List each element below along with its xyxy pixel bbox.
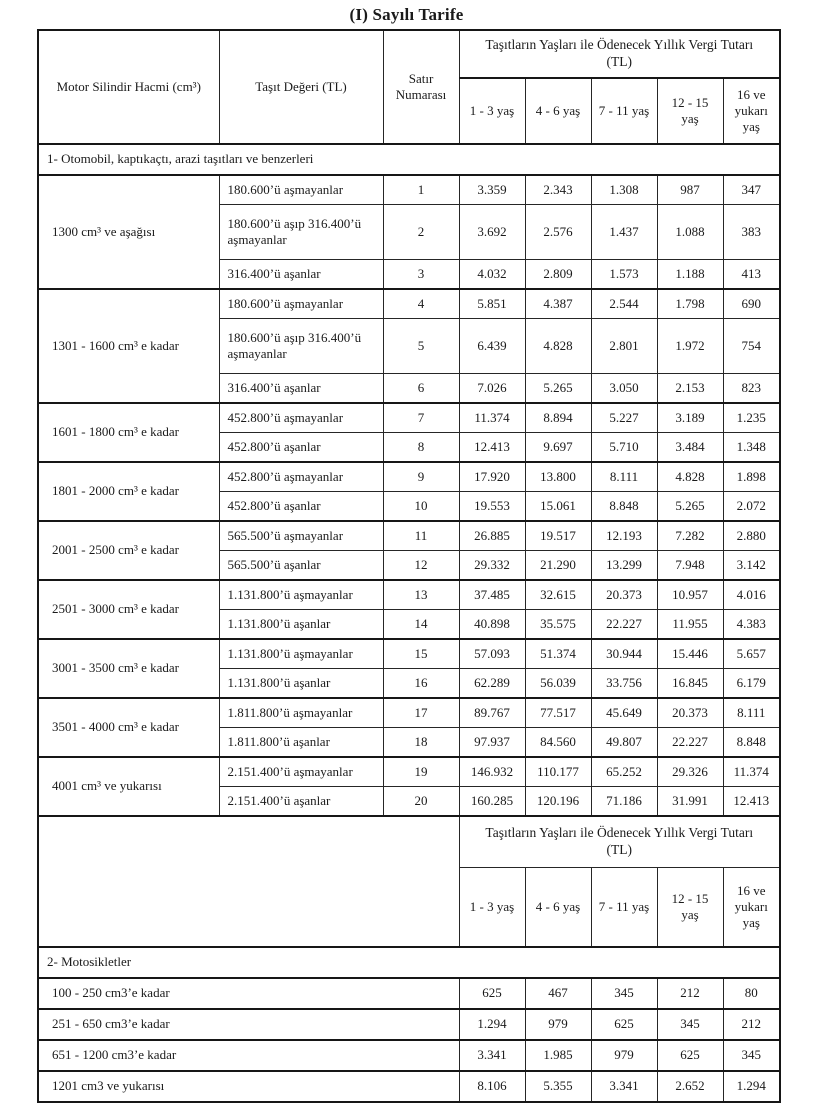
tax-cell: 89.767	[459, 698, 525, 728]
tax-span-header: Taşıtların Yaşları ile Ödenecek Yıllık Vergi Tutarı (TL)	[459, 30, 780, 78]
age-column-header-16plus: 16 ve yukarı yaş	[723, 78, 780, 144]
tax-cell: 2.153	[657, 374, 723, 404]
tax-cell: 15.061	[525, 492, 591, 522]
value-band-cell: 452.800’ü aşmayanlar	[219, 462, 383, 492]
tax-cell: 71.186	[591, 787, 657, 817]
tax-cell: 13.800	[525, 462, 591, 492]
tax-cell: 8.894	[525, 403, 591, 433]
age-column-header-12-15: 12 - 15 yaş	[657, 78, 723, 144]
age-column-header-12-15: 12 - 15 yaş	[657, 868, 723, 948]
tax-cell: 347	[723, 175, 780, 205]
tax-cell: 32.615	[525, 580, 591, 610]
tax-cell: 5.657	[723, 639, 780, 669]
age-column-header-7-11: 7 - 11 yaş	[591, 868, 657, 948]
tax-cell: 30.944	[591, 639, 657, 669]
tax-cell: 56.039	[525, 669, 591, 699]
tax-cell: 1.898	[723, 462, 780, 492]
tax-cell: 6.179	[723, 669, 780, 699]
tax-cell: 17.920	[459, 462, 525, 492]
value-band-cell: 180.600’ü aşmayanlar	[219, 289, 383, 319]
tax-cell: 625	[591, 1009, 657, 1040]
value-band-cell: 1.131.800’ü aşmayanlar	[219, 639, 383, 669]
tax-cell: 5.851	[459, 289, 525, 319]
value-band-cell: 1.811.800’ü aşanlar	[219, 728, 383, 758]
row-number-column-header: Satır Numarası	[383, 30, 459, 144]
tax-cell: 9.697	[525, 433, 591, 463]
tax-cell: 987	[657, 175, 723, 205]
tax-cell: 1.573	[591, 260, 657, 290]
tax-cell: 823	[723, 374, 780, 404]
value-band-cell: 1.131.800’ü aşanlar	[219, 610, 383, 640]
tax-cell: 11.955	[657, 610, 723, 640]
header-row-top	[38, 30, 780, 78]
tax-cell: 8.848	[723, 728, 780, 758]
engine-column-header: Motor Silindir Hacmi (cm³)	[38, 30, 219, 144]
tax-cell: 1.437	[591, 205, 657, 260]
tax-cell: 15.446	[657, 639, 723, 669]
table-row	[38, 403, 780, 433]
tax-cell: 3.341	[591, 1071, 657, 1102]
tax-cell: 5.355	[525, 1071, 591, 1102]
tax-cell: 2.072	[723, 492, 780, 522]
tax-cell: 979	[525, 1009, 591, 1040]
age-column-header-7-11: 7 - 11 yaş	[591, 78, 657, 144]
moto-engine-cell: 100 - 250 cm3’e kadar	[38, 978, 459, 1009]
tax-cell: 12.413	[459, 433, 525, 463]
value-band-cell: 1.811.800’ü aşmayanlar	[219, 698, 383, 728]
row-number-cell: 1	[383, 175, 459, 205]
row-number-cell: 8	[383, 433, 459, 463]
engine-group-cell: 1300 cm³ ve aşağısı	[38, 175, 219, 289]
tax-cell: 1.088	[657, 205, 723, 260]
age-column-header-4-6: 4 - 6 yaş	[525, 78, 591, 144]
tax-cell: 4.387	[525, 289, 591, 319]
tax-cell: 1.348	[723, 433, 780, 463]
age-column-header-16plus: 16 ve yukarı yaş	[723, 868, 780, 948]
tax-cell: 3.341	[459, 1040, 525, 1071]
tax-cell: 345	[657, 1009, 723, 1040]
age-column-header-1-3: 1 - 3 yaş	[459, 868, 525, 948]
tax-cell: 467	[525, 978, 591, 1009]
tax-cell: 160.285	[459, 787, 525, 817]
tax-cell: 97.937	[459, 728, 525, 758]
row-number-cell: 12	[383, 551, 459, 581]
tax-cell: 345	[723, 1040, 780, 1071]
tax-cell: 49.807	[591, 728, 657, 758]
value-band-cell: 565.500’ü aşmayanlar	[219, 521, 383, 551]
tax-cell: 1.308	[591, 175, 657, 205]
tax-cell: 57.093	[459, 639, 525, 669]
row-number-cell: 15	[383, 639, 459, 669]
row-number-cell: 19	[383, 757, 459, 787]
tax-cell: 690	[723, 289, 780, 319]
tax-cell: 31.991	[657, 787, 723, 817]
tax-cell: 11.374	[459, 403, 525, 433]
row-number-cell: 7	[383, 403, 459, 433]
tax-cell: 84.560	[525, 728, 591, 758]
table-row	[38, 1009, 780, 1040]
tax-cell: 2.880	[723, 521, 780, 551]
tax-cell: 11.374	[723, 757, 780, 787]
table-row	[38, 580, 780, 610]
table-row	[38, 698, 780, 728]
tax-cell: 2.576	[525, 205, 591, 260]
table-row	[38, 1040, 780, 1071]
row-number-cell: 5	[383, 319, 459, 374]
tax-cell: 80	[723, 978, 780, 1009]
engine-group-cell: 4001 cm³ ve yukarısı	[38, 757, 219, 816]
value-band-cell: 2.151.400’ü aşmayanlar	[219, 757, 383, 787]
tax-cell: 2.809	[525, 260, 591, 290]
tax-cell: 212	[723, 1009, 780, 1040]
tax-cell: 8.111	[723, 698, 780, 728]
tax-cell: 4.383	[723, 610, 780, 640]
table-row	[38, 1071, 780, 1102]
tax-cell: 1.972	[657, 319, 723, 374]
tax-cell: 3.142	[723, 551, 780, 581]
tax-cell: 1.294	[459, 1009, 525, 1040]
row-number-cell: 6	[383, 374, 459, 404]
tax-cell: 5.227	[591, 403, 657, 433]
value-band-cell: 316.400’ü aşanlar	[219, 260, 383, 290]
tax-cell: 10.957	[657, 580, 723, 610]
tax-cell: 979	[591, 1040, 657, 1071]
engine-group-cell: 2001 - 2500 cm³ e kadar	[38, 521, 219, 580]
tax-cell: 3.050	[591, 374, 657, 404]
tax-cell: 5.265	[525, 374, 591, 404]
value-band-cell: 452.800’ü aşanlar	[219, 433, 383, 463]
tax-cell: 3.189	[657, 403, 723, 433]
tax-cell: 5.710	[591, 433, 657, 463]
tax-span-header-2: Taşıtların Yaşları ile Ödenecek Yıllık Vergi Tutarı (TL)	[459, 816, 780, 868]
row-number-cell: 3	[383, 260, 459, 290]
tax-cell: 12.413	[723, 787, 780, 817]
tax-cell: 21.290	[525, 551, 591, 581]
row-number-cell: 14	[383, 610, 459, 640]
moto-engine-cell: 651 - 1200 cm3’e kadar	[38, 1040, 459, 1071]
tax-cell: 4.016	[723, 580, 780, 610]
tax-cell: 33.756	[591, 669, 657, 699]
tax-cell: 20.373	[657, 698, 723, 728]
tax-cell: 22.227	[657, 728, 723, 758]
tax-cell: 212	[657, 978, 723, 1009]
tax-cell: 2.343	[525, 175, 591, 205]
tax-cell: 13.299	[591, 551, 657, 581]
value-band-cell: 565.500’ü aşanlar	[219, 551, 383, 581]
engine-group-cell: 1601 - 1800 cm³ e kadar	[38, 403, 219, 462]
row-number-cell: 11	[383, 521, 459, 551]
tax-cell: 7.282	[657, 521, 723, 551]
value-band-cell: 316.400’ü aşanlar	[219, 374, 383, 404]
tariff-table	[37, 29, 781, 1103]
tax-cell: 4.828	[525, 319, 591, 374]
tax-cell: 625	[459, 978, 525, 1009]
tax-cell: 110.177	[525, 757, 591, 787]
table-row	[38, 289, 780, 319]
tax-cell: 1.294	[723, 1071, 780, 1102]
value-band-cell: 2.151.400’ü aşanlar	[219, 787, 383, 817]
tax-cell: 1.188	[657, 260, 723, 290]
tax-cell: 2.544	[591, 289, 657, 319]
tax-cell: 345	[591, 978, 657, 1009]
tax-cell: 7.948	[657, 551, 723, 581]
table-row	[38, 757, 780, 787]
tax-cell: 40.898	[459, 610, 525, 640]
tax-cell: 754	[723, 319, 780, 374]
tax-cell: 3.359	[459, 175, 525, 205]
tax-cell: 37.485	[459, 580, 525, 610]
tax-cell: 1.985	[525, 1040, 591, 1071]
engine-group-cell: 1301 - 1600 cm³ e kadar	[38, 289, 219, 403]
value-column-header: Taşıt Değeri (TL)	[219, 30, 383, 144]
section-row-automobiles	[38, 144, 780, 175]
table-row	[38, 521, 780, 551]
row-number-cell: 10	[383, 492, 459, 522]
tax-cell: 19.517	[525, 521, 591, 551]
value-band-cell: 180.600’ü aşıp 316.400’ü aşmayanlar	[219, 205, 383, 260]
tax-cell: 120.196	[525, 787, 591, 817]
tax-cell: 51.374	[525, 639, 591, 669]
tax-cell: 20.373	[591, 580, 657, 610]
table-row	[38, 462, 780, 492]
tax-cell: 35.575	[525, 610, 591, 640]
row-number-cell: 16	[383, 669, 459, 699]
tax-cell: 8.106	[459, 1071, 525, 1102]
value-band-cell: 452.800’ü aşanlar	[219, 492, 383, 522]
tax-cell: 2.652	[657, 1071, 723, 1102]
tax-cell: 1.235	[723, 403, 780, 433]
row-number-cell: 17	[383, 698, 459, 728]
second-header-row-top	[38, 816, 780, 868]
table-row	[38, 978, 780, 1009]
row-number-cell: 20	[383, 787, 459, 817]
value-band-cell: 452.800’ü aşmayanlar	[219, 403, 383, 433]
tax-cell: 65.252	[591, 757, 657, 787]
section-row-motorcycles	[38, 947, 780, 978]
engine-group-cell: 3001 - 3500 cm³ e kadar	[38, 639, 219, 698]
page-title: (I) Sayılı Tarife	[349, 5, 464, 24]
age-column-header-1-3: 1 - 3 yaş	[459, 78, 525, 144]
value-band-cell: 1.131.800’ü aşmayanlar	[219, 580, 383, 610]
moto-engine-cell: 251 - 650 cm3’e kadar	[38, 1009, 459, 1040]
tax-cell: 7.026	[459, 374, 525, 404]
tax-cell: 146.932	[459, 757, 525, 787]
section-label: 1- Otomobil, kaptıkaçtı, arazi taşıtları ve benzerleri	[38, 144, 780, 175]
value-band-cell: 180.600’ü aşmayanlar	[219, 175, 383, 205]
tax-cell: 8.111	[591, 462, 657, 492]
tax-cell: 3.692	[459, 205, 525, 260]
tax-cell: 1.798	[657, 289, 723, 319]
tax-cell: 413	[723, 260, 780, 290]
row-number-cell: 9	[383, 462, 459, 492]
tax-cell: 77.517	[525, 698, 591, 728]
section-label: 2- Motosikletler	[38, 947, 780, 978]
value-band-cell: 1.131.800’ü aşanlar	[219, 669, 383, 699]
row-number-cell: 4	[383, 289, 459, 319]
empty-cell	[38, 816, 459, 947]
tax-cell: 4.032	[459, 260, 525, 290]
tax-cell: 62.289	[459, 669, 525, 699]
tax-cell: 2.801	[591, 319, 657, 374]
tax-cell: 29.332	[459, 551, 525, 581]
value-band-cell: 180.600’ü aşıp 316.400’ü aşmayanlar	[219, 319, 383, 374]
engine-group-cell: 3501 - 4000 cm³ e kadar	[38, 698, 219, 757]
tax-cell: 19.553	[459, 492, 525, 522]
tax-cell: 383	[723, 205, 780, 260]
age-column-header-4-6: 4 - 6 yaş	[525, 868, 591, 948]
table-row	[38, 639, 780, 669]
tax-cell: 45.649	[591, 698, 657, 728]
tax-cell: 22.227	[591, 610, 657, 640]
tax-cell: 26.885	[459, 521, 525, 551]
row-number-cell: 13	[383, 580, 459, 610]
tax-cell: 5.265	[657, 492, 723, 522]
tax-cell: 4.828	[657, 462, 723, 492]
row-number-cell: 2	[383, 205, 459, 260]
engine-group-cell: 1801 - 2000 cm³ e kadar	[38, 462, 219, 521]
row-number-cell: 18	[383, 728, 459, 758]
engine-group-cell: 2501 - 3000 cm³ e kadar	[38, 580, 219, 639]
tax-cell: 29.326	[657, 757, 723, 787]
table-row	[38, 175, 780, 205]
tax-cell: 625	[657, 1040, 723, 1071]
tax-cell: 16.845	[657, 669, 723, 699]
moto-engine-cell: 1201 cm3 ve yukarısı	[38, 1071, 459, 1102]
tax-cell: 12.193	[591, 521, 657, 551]
tax-cell: 3.484	[657, 433, 723, 463]
tax-cell: 8.848	[591, 492, 657, 522]
tax-cell: 6.439	[459, 319, 525, 374]
